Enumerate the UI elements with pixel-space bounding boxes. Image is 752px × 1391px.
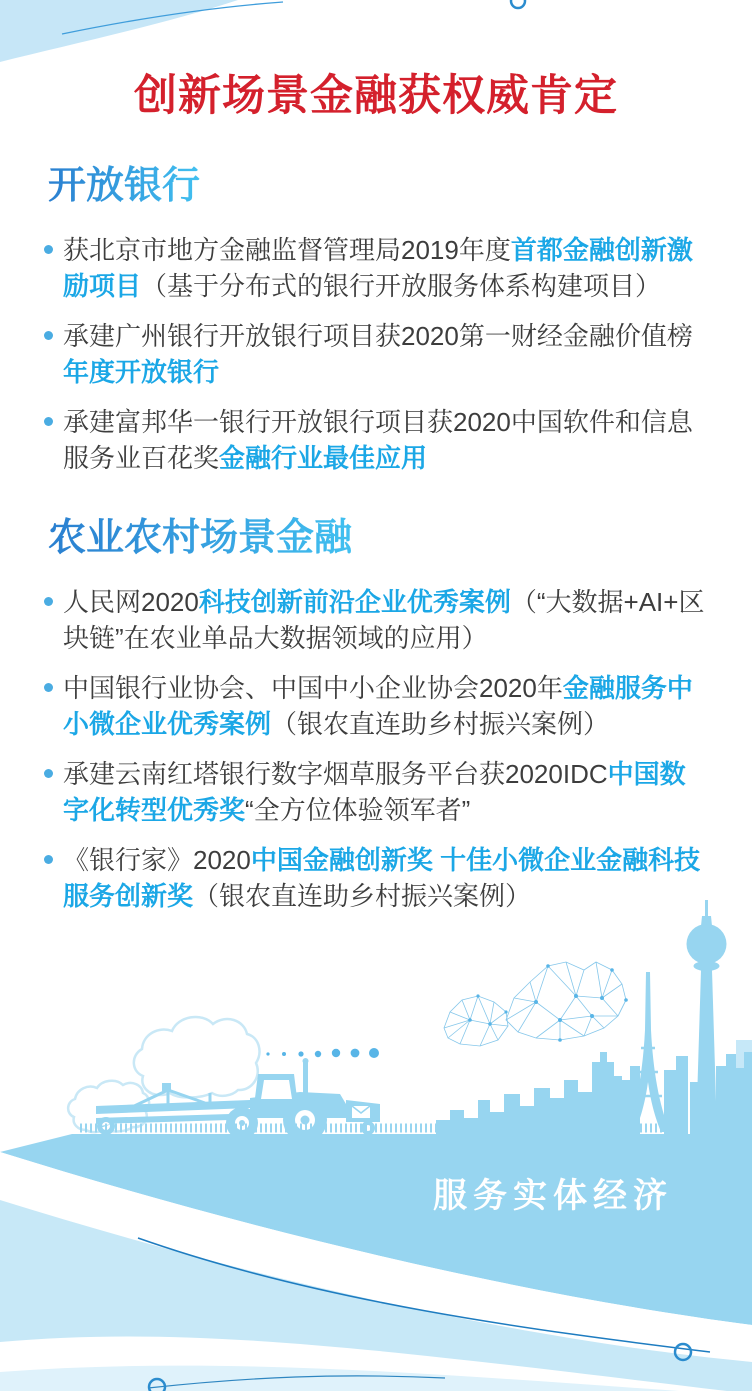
corner-wave-shape	[0, 0, 238, 62]
wireframe-cloud-icon	[444, 996, 508, 1046]
bullet-dot-icon	[44, 597, 53, 606]
section-agriculture-finance	[44, 514, 724, 914]
bullet-dot-icon	[44, 683, 53, 692]
bullet-dot-icon	[44, 769, 53, 778]
dotted-trail-icon	[266, 1048, 379, 1058]
award-text: 获北京市地方金融监督管理局2019年度首都金融创新激励项目（基于分布式的银行开放服务体系构建项目）	[63, 235, 693, 301]
wireframe-cloud-nodes	[534, 964, 628, 1042]
award-list	[44, 584, 724, 914]
award-text: 承建广州银行开放银行项目获2020第一财经金融价值榜年度开放银行	[63, 321, 693, 387]
section-open-banking	[44, 162, 724, 476]
award-text: 中国银行业协会、中国中小企业协会2020年金融服务中小微企业优秀案例（银农直连助乡村振兴案例）	[63, 673, 693, 739]
award-item	[44, 404, 724, 476]
award-item	[44, 756, 724, 828]
bullet-dot-icon	[44, 245, 53, 254]
top-wave-decoration	[0, 0, 752, 70]
banner-text: 服务实体经济	[433, 1177, 673, 1215]
section-heading: 开放银行	[48, 162, 200, 210]
award-item	[44, 670, 724, 742]
award-item	[44, 232, 724, 304]
award-text: 人民网2020科技创新前沿企业优秀案例（“大数据+AI+区块链”在农业单品大数据领域的应用）	[63, 587, 705, 653]
page-title: 创新场景金融获权威肯定	[134, 72, 618, 120]
bullet-dot-icon	[44, 855, 53, 864]
section-heading: 农业农村场景金融	[48, 514, 352, 562]
circle-ring-icon	[511, 0, 525, 8]
wireframe-cloud-icon	[506, 962, 626, 1040]
awards-content	[44, 162, 724, 928]
bullet-dot-icon	[44, 417, 53, 426]
award-text: 承建云南红塔银行数字烟草服务平台获2020IDC中国数字化转型优秀奖“全方位体验领军者”	[63, 759, 686, 825]
award-item	[44, 584, 724, 656]
bullet-dot-icon	[44, 331, 53, 340]
award-item	[44, 318, 724, 390]
award-text: 《银行家》2020中国金融创新奖 十佳小微企业金融科技服务创新奖（银农直连助乡村振兴案例）	[63, 845, 701, 911]
award-list	[44, 232, 724, 476]
award-text: 承建富邦华一银行开放银行项目获2020中国软件和信息服务业百花奖金融行业最佳应用	[63, 407, 693, 473]
bottom-illustration	[0, 900, 752, 1391]
